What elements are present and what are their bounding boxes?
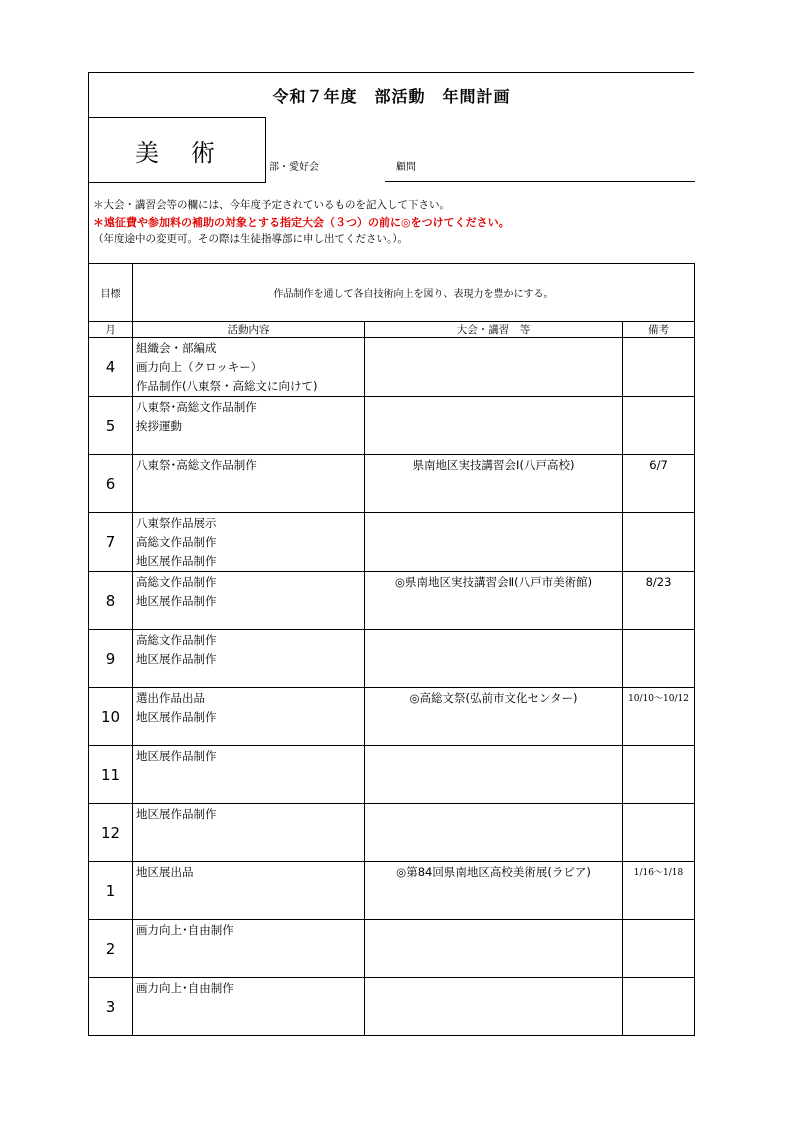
activity-item: 組織会・部編成 [136,341,217,355]
activity-cell [133,920,365,978]
event-cell: ◎高総文祭(弘前市文化センター) [365,688,623,746]
activity-cell [133,397,365,455]
activity-item: 作品制作(八東祭・高総文に向けて) [136,379,318,393]
table-row [89,455,695,513]
subject-box [89,117,266,183]
event-cell: ◎県南地区実技講習会Ⅱ(八戸市美術館) [365,572,623,630]
plan-table [88,263,695,1036]
activity-cell [133,862,365,920]
activity-cell [133,338,365,397]
table-row [89,688,695,746]
remarks-cell: 1/16～1/18 [623,862,695,920]
month-cell: 10 [89,688,133,746]
table-row [89,978,695,1036]
activity-item: 高総文作品制作 [136,535,217,549]
event-cell [365,630,623,688]
advisor-underline [385,181,695,182]
remarks-cell: 10/10～10/12 [623,688,695,746]
table-row [89,804,695,862]
activity-item: 地区展出品 [136,865,194,879]
remarks-cell [623,513,695,572]
remarks-cell [623,338,695,397]
activity-item: 地区展作品制作 [136,710,217,724]
event-cell: ◎第84回県南地区高校美術展(ラピア) [365,862,623,920]
activity-cell [133,978,365,1036]
instructions [88,183,694,263]
goal-text: 作品制作を通して各自技術向上を図り、表現力を豊かにする。 [133,264,695,322]
event-cell [365,920,623,978]
activity-item: 画力向上･自由制作 [136,981,234,995]
header-remarks: 備考 [623,322,695,338]
goal-label: 目標 [89,264,133,322]
activity-item: 高総文作品制作 [136,575,217,589]
remarks-cell: 6/7 [623,455,695,513]
table-row [89,746,695,804]
table-header-row [89,322,695,338]
advisor-label: 顧問 [396,162,416,173]
month-cell: 12 [89,804,133,862]
subject-name: 美 術 [135,138,219,167]
remarks-cell [623,746,695,804]
header-event: 大会・講習 等 [365,322,623,338]
activity-cell [133,572,365,630]
table-row [89,630,695,688]
table-row [89,338,695,397]
activity-cell [133,688,365,746]
note-line-3: （年度途中の変更可。その際は生徒指導部に申し出てください。）。 [93,233,408,245]
table-row [89,397,695,455]
activity-item: 挨拶運動 [136,419,182,433]
activity-item: 高総文作品制作 [136,633,217,647]
remarks-cell [623,630,695,688]
activity-item: 画力向上･自由制作 [136,923,234,937]
activity-item: 地区展作品制作 [136,554,217,568]
table-row [89,572,695,630]
event-cell [365,978,623,1036]
activity-cell [133,513,365,572]
month-cell: 3 [89,978,133,1036]
month-cell: 5 [89,397,133,455]
activity-item: 画力向上（クロッキー） [136,360,263,374]
month-cell: 4 [89,338,133,397]
goal-row [89,264,695,322]
remarks-cell [623,804,695,862]
activity-cell [133,455,365,513]
event-cell: 県南地区実技講習会Ⅰ(八戸高校) [365,455,623,513]
event-cell [365,746,623,804]
remarks-cell: 8/23 [623,572,695,630]
month-cell: 1 [89,862,133,920]
remarks-cell [623,397,695,455]
activity-cell [133,746,365,804]
activity-cell [133,804,365,862]
activity-cell [133,630,365,688]
activity-item: 選出作品出品 [136,691,205,705]
remarks-cell [623,978,695,1036]
event-cell [365,513,623,572]
activity-item: 地区展作品制作 [136,807,217,821]
subject-area [88,117,694,183]
event-cell [365,804,623,862]
event-cell [365,397,623,455]
header-activity: 活動内容 [133,322,365,338]
activity-item: 八東祭･高総文作品制作 [136,400,257,414]
page-title: 令和７年度 部活動 年間計画 [272,86,511,106]
activity-item: 地区展作品制作 [136,652,217,666]
note-line-1: ＊大会・講習会等の欄には、今年度予定されているものを記入して下さい。 [93,199,450,211]
club-label: 部・愛好会 [269,162,319,173]
month-cell: 9 [89,630,133,688]
activity-item: 地区展作品制作 [136,594,217,608]
title-box [88,72,694,117]
table-row [89,513,695,572]
table-row [89,862,695,920]
activity-item: 八東祭･高総文作品制作 [136,458,257,472]
month-cell: 2 [89,920,133,978]
activity-item: 地区展作品制作 [136,749,217,763]
event-cell [365,338,623,397]
activity-item: 八東祭作品展示 [136,516,217,530]
header-month: 月 [89,322,133,338]
month-cell: 11 [89,746,133,804]
table-row [89,920,695,978]
note-line-2-important: ＊遠征費や参加料の補助の対象とする指定大会（３つ）の前に◎をつけてください。 [93,216,510,229]
remarks-cell [623,920,695,978]
month-cell: 6 [89,455,133,513]
month-cell: 7 [89,513,133,572]
month-cell: 8 [89,572,133,630]
